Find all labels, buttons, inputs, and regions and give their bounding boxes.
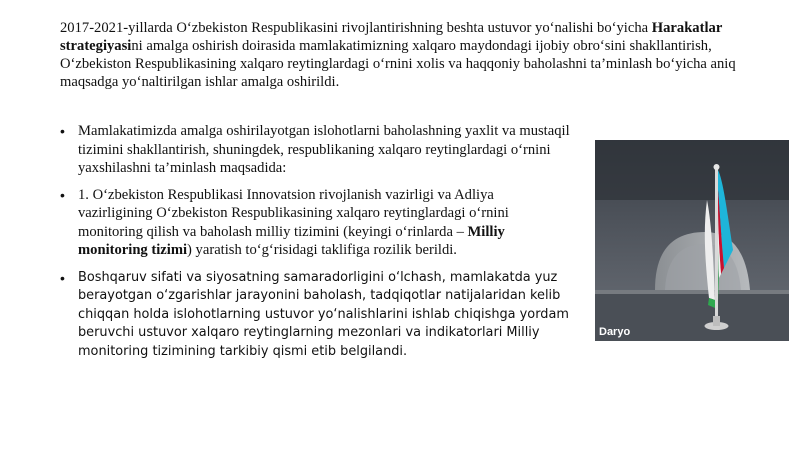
bullet-item-1: [60, 122, 570, 178]
intro-paragraph: [60, 19, 760, 91]
bullet-item-1-text: Mamlakatimizda amalga oshirilayotgan islohotlarni baholashning yaxlit va mustaqil tizimini shakllantirish, shuningdek, respublikaning xalqaro reytinglardagi o‘rnini yaxshilashni ta’minlash maqsadida:: [78, 123, 570, 176]
photo-caption: Daryo: [599, 326, 631, 338]
intro-text-1: 2017-2021-yillarda O‘zbekiston Respublikasini rivojlantirishning beshta ustuvor yo‘nalishi bo‘yicha: [60, 20, 652, 36]
bullet-item-2: [60, 186, 570, 260]
bullet-list: [60, 122, 570, 361]
bullet-item-2-text-2: ) yaratish to‘g‘risidagi taklifiga rozilik berildi.: [187, 242, 457, 258]
flag-pole: [715, 168, 718, 318]
bullet-item-2-text-1: 1. O‘zbekiston Respublikasi Innovatsion rivojlanish vazirligi va Adliya vazirligining O‘zbekiston Respublikasining xalqaro reytinglardagi o‘rnini monitoring qilish va baholash milliy tizimini (keyingi o‘rinlarda –: [78, 186, 509, 240]
intro-bold-term: Harakatlar strategiyasi: [60, 20, 723, 54]
bullet-item-3: [60, 269, 570, 362]
bullet-marker: •: [60, 186, 65, 203]
flag-photo: [595, 140, 789, 341]
bullet-item-3-text: Boshqaruv sifati va siyosatning samaradorligini o‘lchash, mamlakatda yuz berayotgan o‘zgarishlar jarayonini baholash, tadqiqotlar natijalaridan kelib chiqqan holda islohotlarning ustuvor yo‘nalishlarini ishlab chiqishga yordam beruvchi ustuvor xalqaro reytinglarning mezonlari va indikatorlari Milliy monitoring tizimining tarkibiy qismi etib belgilandi.: [78, 269, 569, 359]
flag-photo-illustration: [595, 140, 789, 341]
bullet-marker: •: [60, 269, 65, 286]
intro-text-2: ni amalga oshirish doirasida mamlakatimizning xalqaro maydondagi ijobiy obro‘sini shakllantirish, O‘zbekiston Respublikasining xalqaro reytinglardagi o‘rnini xolis va haqqoniy baholashni ta’minlash bo‘yicha aniq maqsadga yo‘naltirilgan ishlar amalga oshirildi.: [60, 38, 736, 90]
bullet-item-2-bold-term: Milliy monitoring tizimi: [78, 223, 505, 258]
bullet-marker: •: [60, 123, 65, 139]
